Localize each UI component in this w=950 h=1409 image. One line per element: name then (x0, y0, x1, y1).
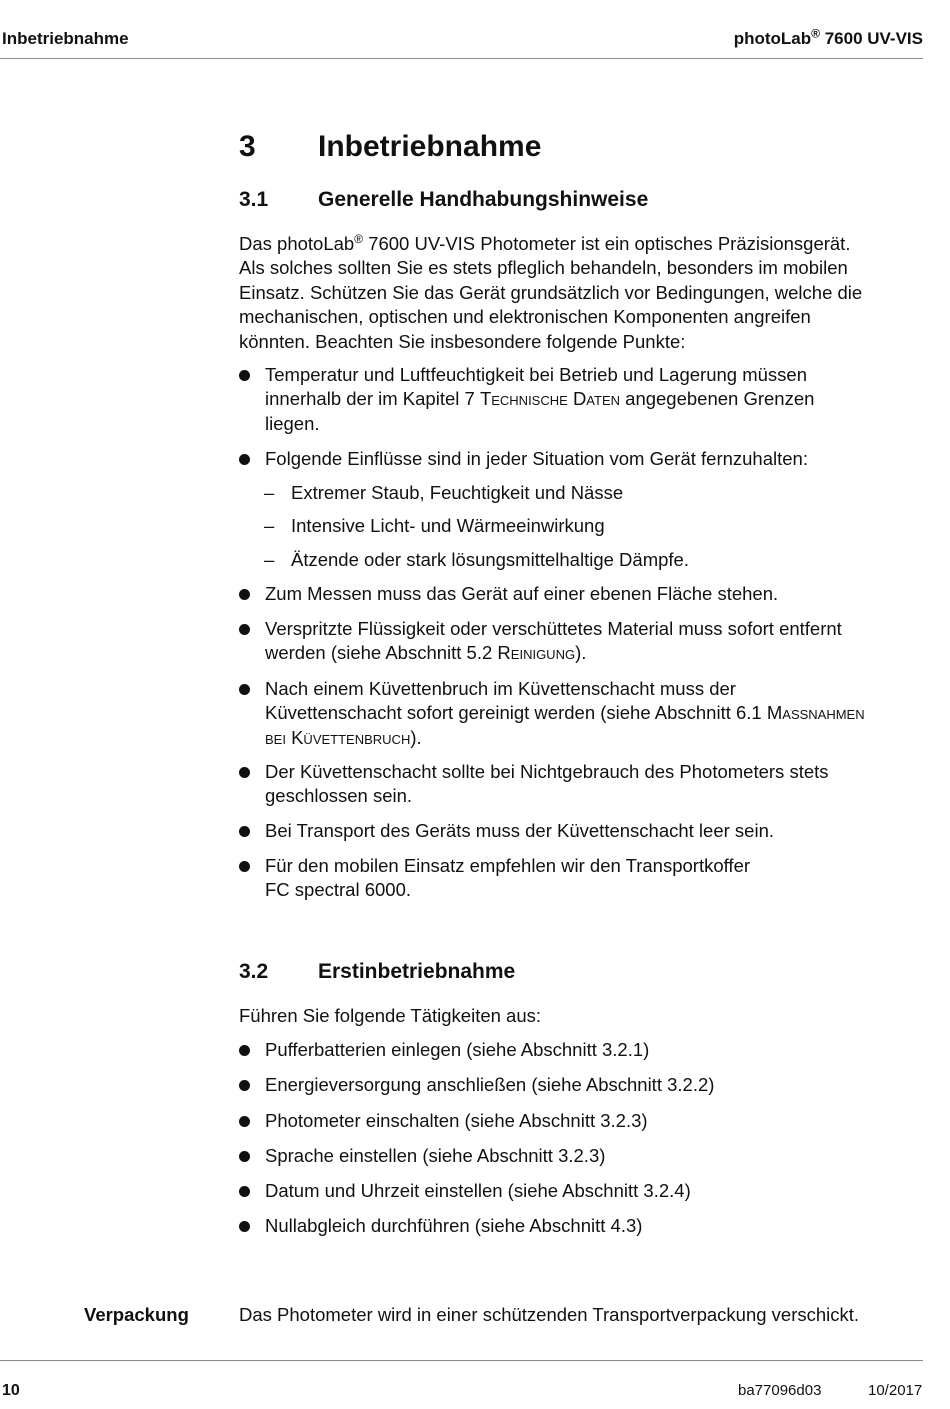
running-header-left: Inbetriebnahme (2, 29, 129, 48)
document-id: ba77096d03 (738, 1382, 822, 1399)
chapter-number: 3 (239, 130, 256, 163)
margin-label: Verpackung (84, 1304, 189, 1325)
bullet-icon (239, 1221, 250, 1232)
dash-icon: – (264, 515, 275, 536)
bullet-icon (239, 370, 250, 381)
bullet-icon (239, 454, 250, 465)
bullet-icon (239, 1045, 250, 1056)
dash-icon: – (264, 549, 275, 570)
packaging-text: Das Photometer wird in einer schützenden Transportverpackung verschickt. (239, 1304, 860, 1325)
section-number: 3.1 (239, 188, 269, 211)
header-rule (0, 58, 923, 59)
page-number: 10 (2, 1382, 20, 1399)
chapter-title: Inbetriebnahme (318, 130, 542, 163)
bullet-icon (239, 624, 250, 635)
dash-icon: – (264, 482, 275, 503)
bullet-icon (239, 1080, 250, 1091)
section-title: Erstinbetriebnahme (318, 960, 516, 983)
section-title: Generelle Handhabungshinweise (318, 188, 649, 211)
bullet-icon (239, 684, 250, 695)
bullet-icon (239, 767, 250, 778)
bullet-icon (239, 1151, 250, 1162)
intro-paragraph: Das photoLab® 7600 UV-VIS Photometer ist ein optisches Präzisionsgerät. Als solches sollten Sie es stets pfleglich behandeln, besonders im mobilen Einsatz. Schützen Sie das Gerät grundsätzlich vor Bedingungen, welche die mechanischen, optischen und elektronischen Komponenten angreifen könnten. Beachten Sie insbesondere folgende Punkte: (239, 231, 863, 352)
running-header-right: photoLab® 7600 UV-VIS (733, 26, 923, 48)
bullet-icon (239, 826, 250, 837)
footer-rule (0, 1360, 923, 1361)
section-intro: Führen Sie folgende Tätigkeiten aus: (239, 1005, 542, 1026)
bullet-icon (239, 861, 250, 872)
section-number: 3.2 (239, 960, 269, 983)
bullet-icon (239, 1116, 250, 1127)
document-date: 10/2017 (868, 1382, 923, 1399)
bullet-icon (239, 589, 250, 600)
bullet-icon (239, 1186, 250, 1197)
